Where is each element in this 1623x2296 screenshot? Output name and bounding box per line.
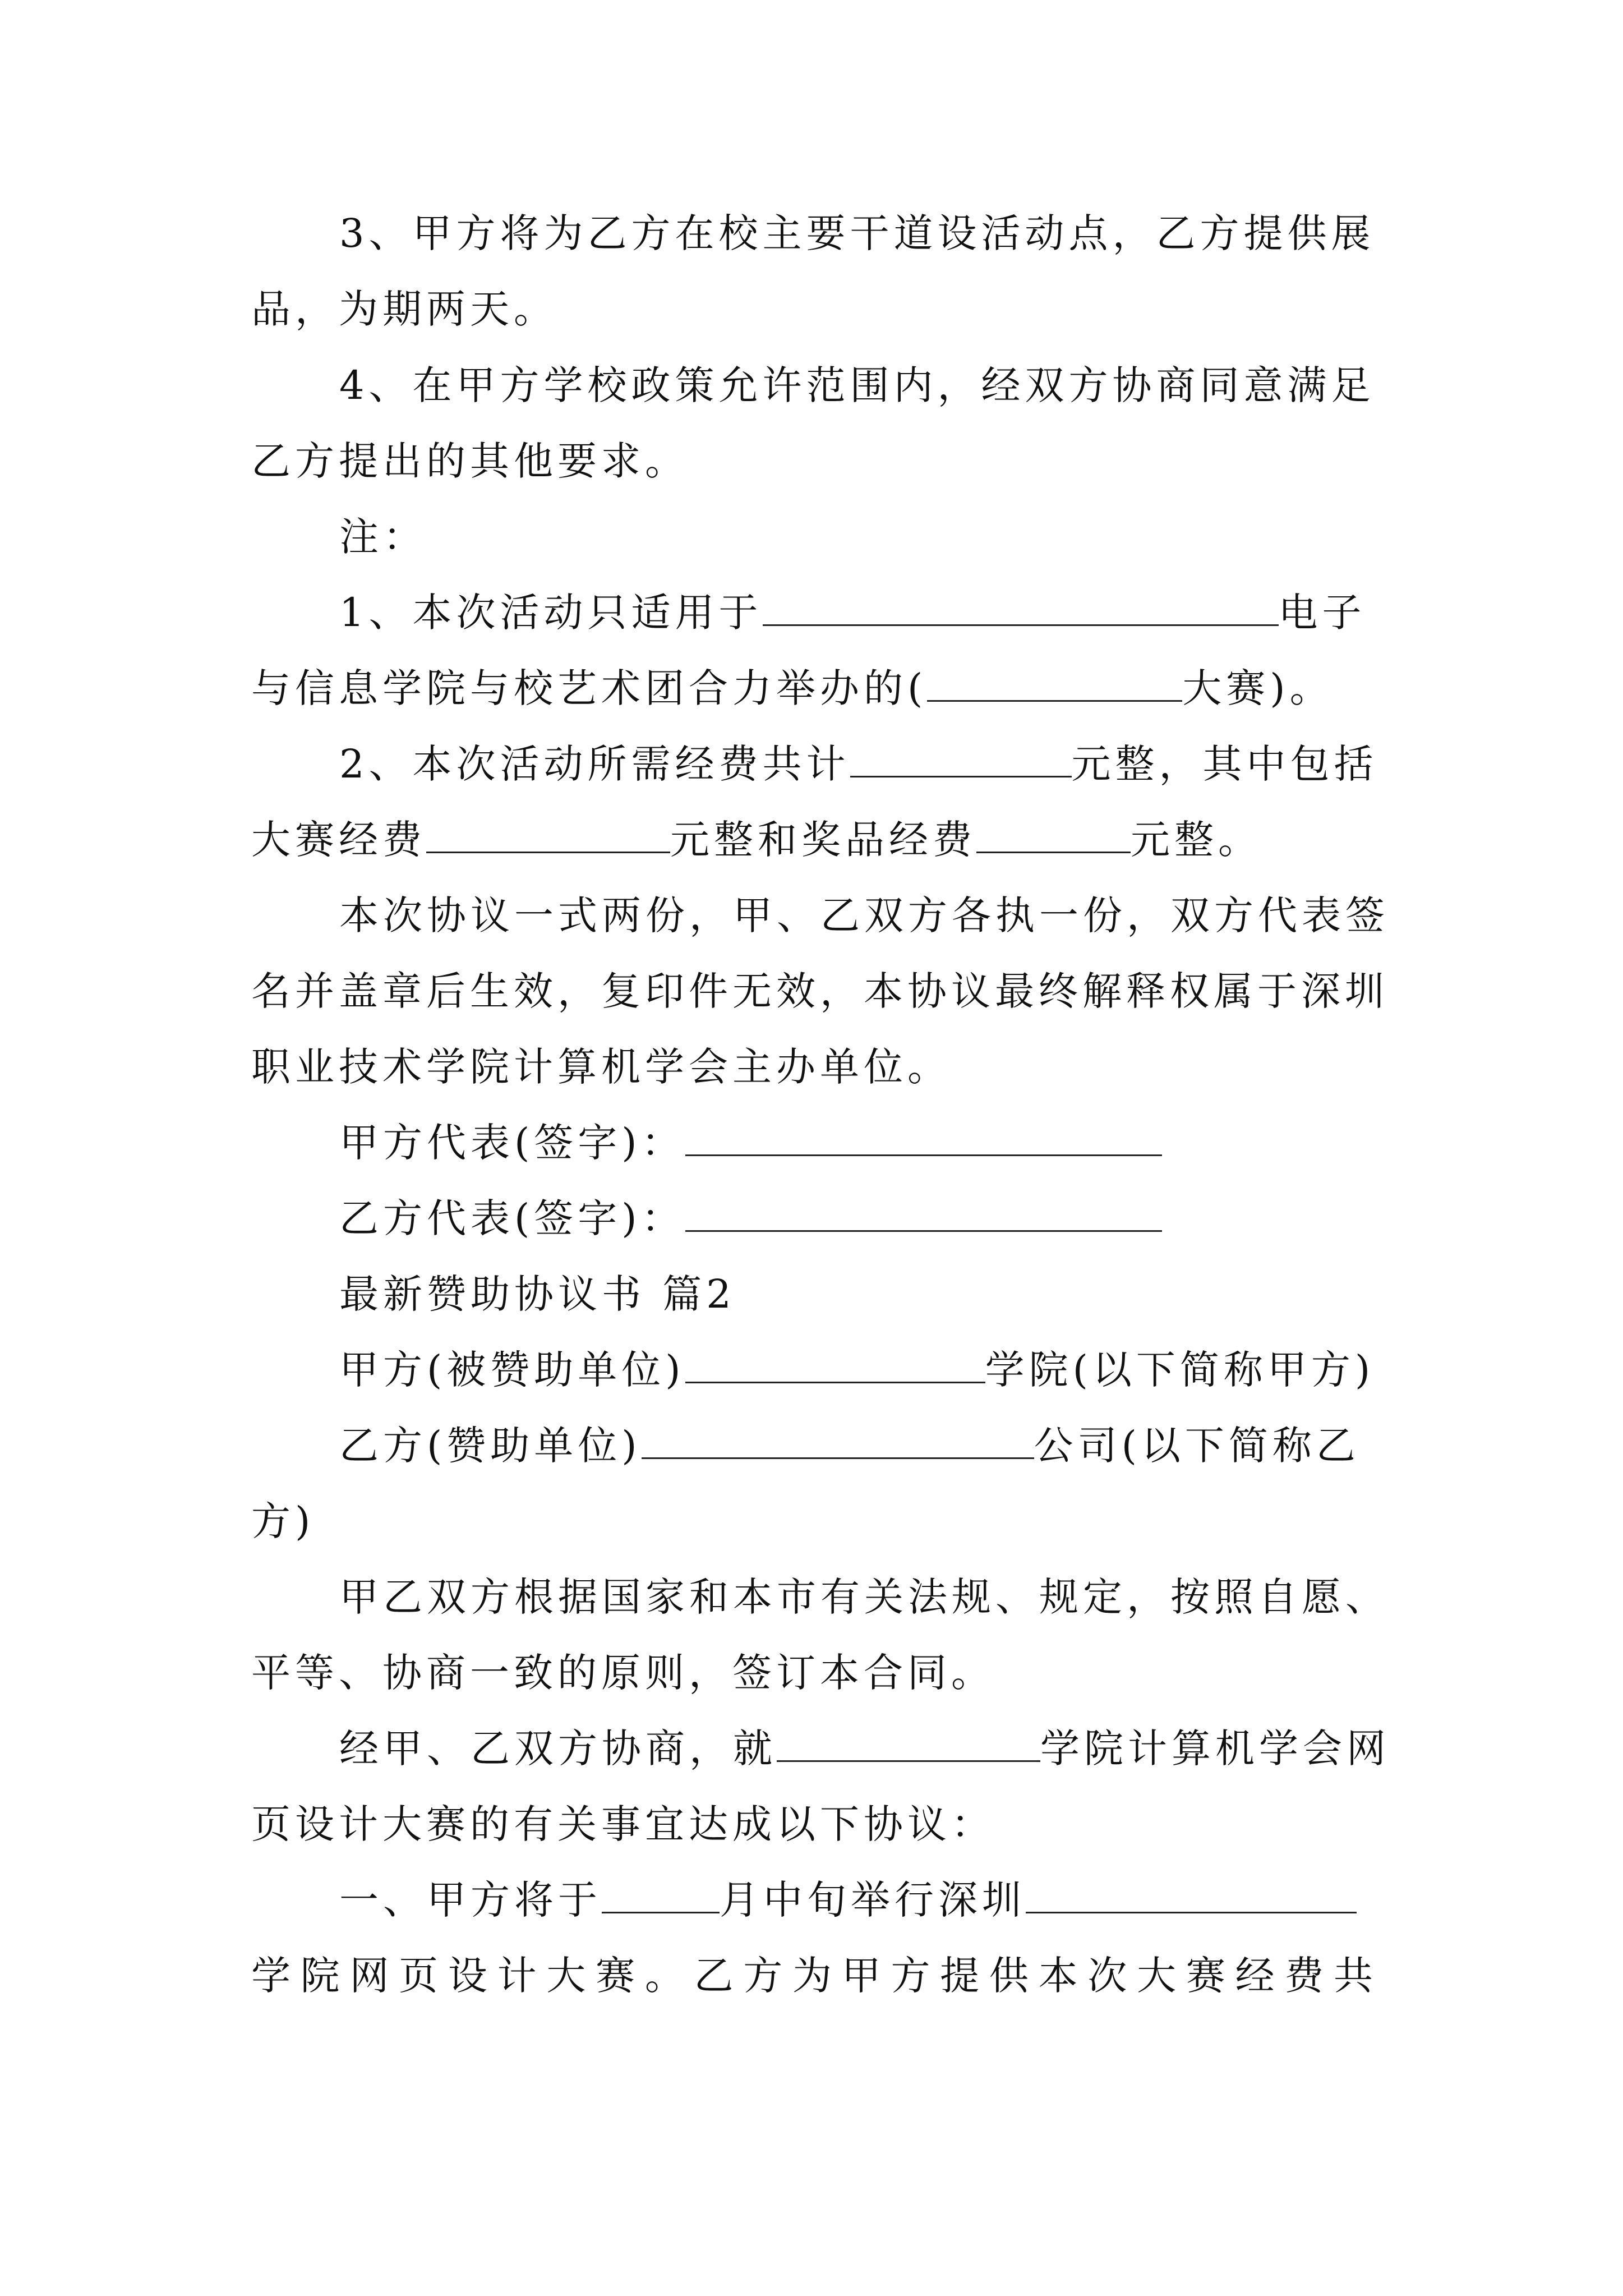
party-a-line — [339, 1339, 1375, 1401]
text-segment: 甲方(被赞助单位) — [339, 1347, 685, 1393]
section-title: 最新赞助协议书 篇2 — [339, 1271, 736, 1317]
note-1-line-1 — [339, 582, 1366, 643]
paragraph-line: 品，为期两天。 — [251, 286, 557, 332]
text-segment: 元整，其中包括 — [1071, 741, 1378, 787]
text-segment: 月中旬举行深圳 — [720, 1877, 1026, 1923]
fill-in-blank — [1026, 1875, 1357, 1913]
fill-in-blank — [642, 1420, 1034, 1459]
paragraph-line: 甲乙双方根据国家和本市有关法规、规定，按照自愿、 — [339, 1574, 1389, 1620]
text-segment: 电子 — [1278, 590, 1366, 636]
text-segment: 1、本次活动只适用于 — [339, 590, 763, 636]
paragraph-line: 方) — [251, 1498, 315, 1544]
text-segment: 大赛经费 — [251, 817, 426, 863]
text-segment: 元整。 — [1131, 817, 1262, 863]
fill-in-blank — [927, 663, 1182, 702]
paragraph-line: 学院网页设计大赛。乙方为甲方提供本次大赛经费共 — [251, 1953, 1373, 1999]
fill-in-blank — [685, 1117, 1162, 1156]
paragraph-5-line-1 — [339, 1718, 1390, 1779]
text-segment: 与信息学院与校艺术团合力举办的( — [251, 665, 928, 711]
paragraph-line: 本次协议一式两份，甲、乙双方各执一份，双方代表签 — [339, 892, 1389, 938]
fill-in-blank — [976, 815, 1131, 853]
fill-in-blank — [850, 739, 1072, 777]
paragraph-line: 乙方提出的其他要求。 — [251, 438, 689, 484]
text-segment: 公司(以下简称乙 — [1034, 1423, 1360, 1469]
signature-label: 甲方代表(签字)： — [339, 1120, 685, 1166]
fill-in-blank — [685, 1193, 1162, 1232]
text-segment: 一、甲方将于 — [339, 1877, 602, 1923]
signature-line-party-b — [339, 1188, 1162, 1249]
fill-in-blank — [777, 1723, 1040, 1762]
paragraph-line: 4、在甲方学校政策允许范围内，经双方协商同意满足 — [339, 362, 1375, 408]
text-segment: 元整和奖品经费 — [670, 817, 976, 863]
paragraph-line: 名并盖章后生效，复印件无效，本协议最终解释权属于深圳 — [251, 968, 1389, 1014]
item-1-line-1 — [339, 1869, 1357, 1931]
text-segment: 乙方(赞助单位) — [339, 1423, 642, 1469]
signature-label: 乙方代表(签字)： — [339, 1195, 685, 1241]
paragraph-line: 3、甲方将为乙方在校主要干道设活动点，乙方提供展 — [339, 210, 1375, 256]
signature-line-party-a — [339, 1112, 1162, 1174]
text-segment: 学院计算机学会网 — [1040, 1726, 1390, 1772]
text-segment: 大赛)。 — [1182, 665, 1334, 711]
paragraph-line: 职业技术学院计算机学会主办单位。 — [251, 1044, 951, 1090]
paragraph-line: 平等、协商一致的原则，签订本合同。 — [251, 1650, 995, 1696]
fill-in-blank — [602, 1875, 720, 1913]
text-segment: 经甲、乙双方协商，就 — [339, 1726, 777, 1772]
note-2-line-1 — [339, 733, 1378, 795]
fill-in-blank — [685, 1345, 985, 1383]
paragraph-line: 页设计大赛的有关事宜达成以下协议： — [251, 1801, 995, 1847]
fill-in-blank — [426, 815, 670, 853]
note-1-line-2 — [251, 657, 1334, 719]
text-segment: 学院(以下简称甲方) — [985, 1347, 1375, 1393]
note-heading: 注： — [339, 514, 427, 560]
party-b-line — [339, 1415, 1360, 1476]
note-2-line-2 — [251, 809, 1262, 871]
text-segment: 2、本次活动所需经费共计 — [339, 741, 850, 787]
fill-in-blank — [763, 587, 1279, 626]
